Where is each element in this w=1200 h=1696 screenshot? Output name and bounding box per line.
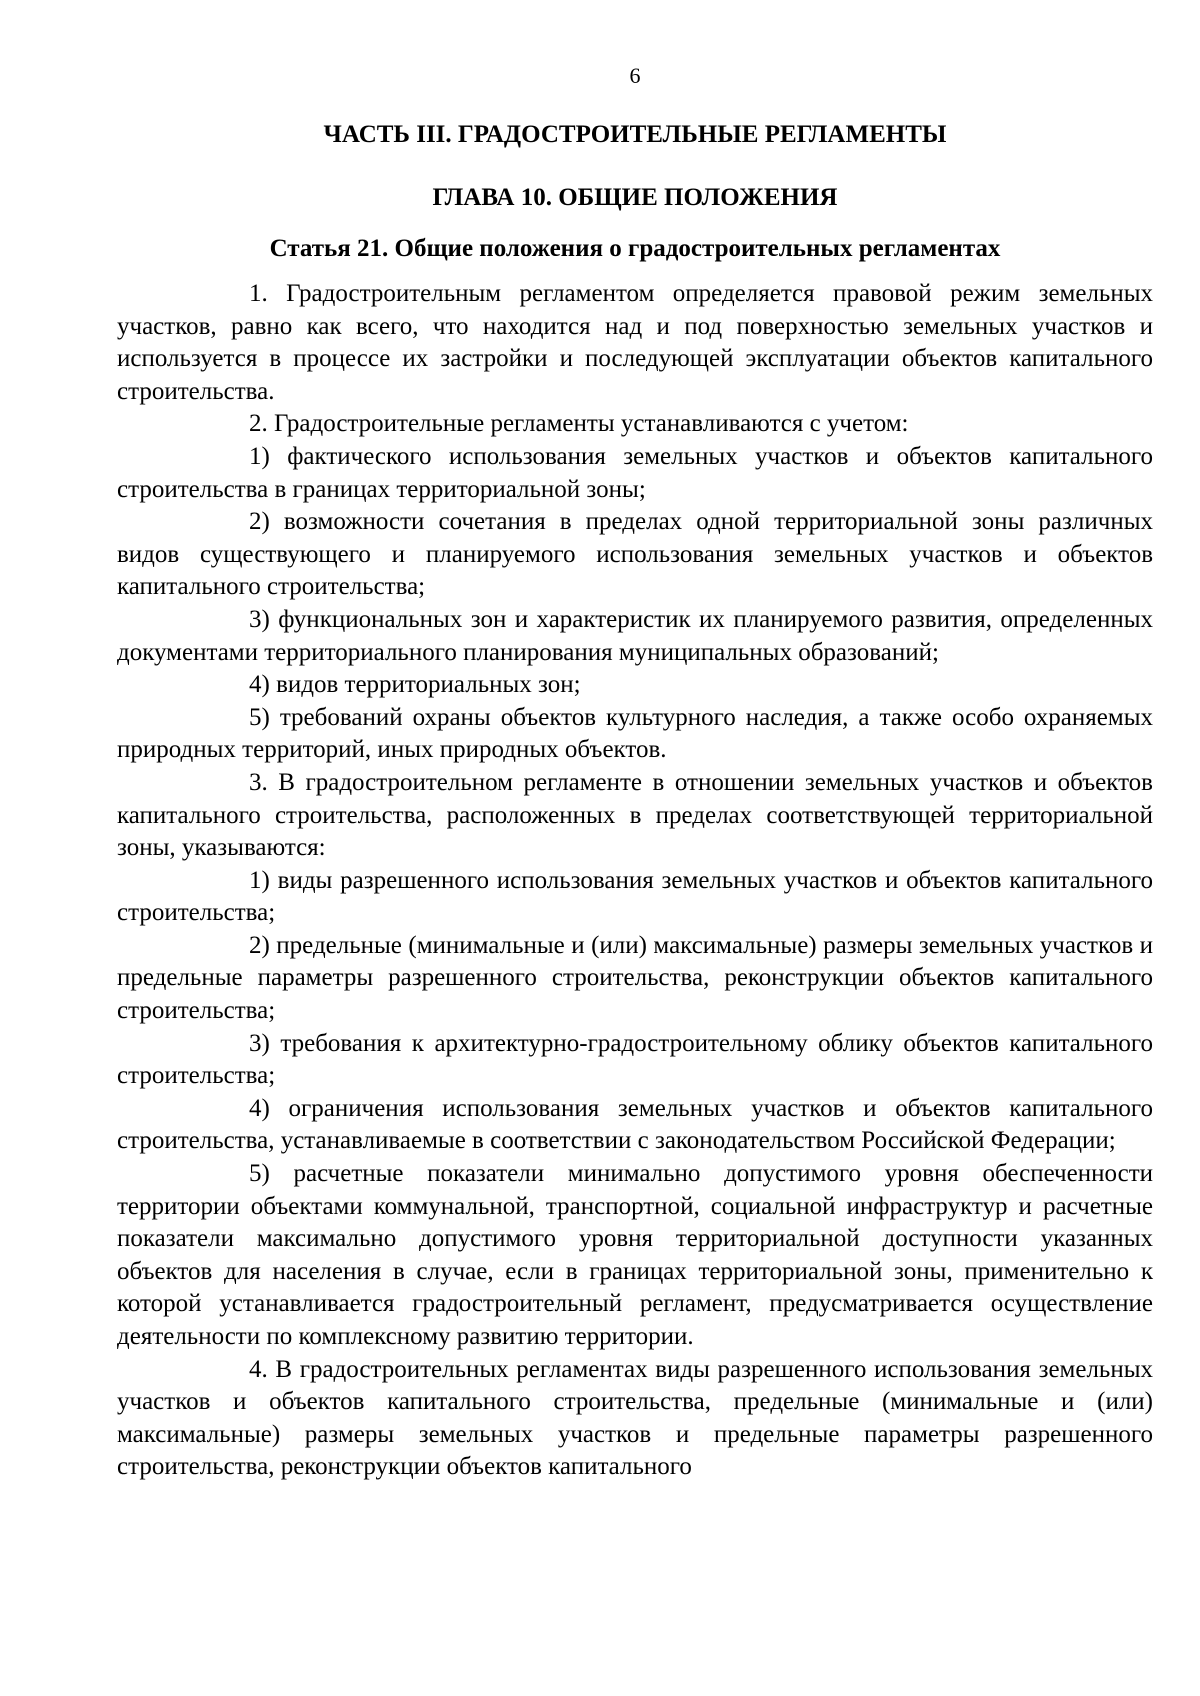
paragraph-number: 3) <box>249 605 270 633</box>
paragraph-text: В градостроительном регламенте в отношении земельных участков и объектов капитального строительства, расположенных в пределах соответствующей территориальной зоны, указываются: <box>117 768 1153 862</box>
paragraph-text: виды разрешенного использования земельных участков и объектов капитального строительства; <box>117 866 1154 927</box>
chapter-heading: ГЛАВА 10. ОБЩИЕ ПОЛОЖЕНИЯ <box>432 184 838 211</box>
paragraph-number: 1) <box>249 442 270 470</box>
paragraph <box>117 604 1153 669</box>
page-number: 6 <box>629 63 641 88</box>
paragraph-number: 5) <box>249 703 270 731</box>
paragraph <box>117 1354 1153 1484</box>
paragraph-text: В градостроительных регламентах виды разрешенного использования земельных участков и объектов капитального строительства, предельные (минимальные и (или) максимальные) размеры земельных участков и предельные параметры разрешенного строительства, реконструкции объектов капитального <box>117 1355 1154 1481</box>
paragraph <box>117 1028 1153 1093</box>
paragraph <box>117 1158 1153 1354</box>
document-page <box>117 62 1153 1484</box>
paragraph-number: 3) <box>249 1029 270 1057</box>
paragraph <box>117 930 1153 1028</box>
paragraph-number: 3. <box>249 768 268 796</box>
paragraph <box>117 1093 1153 1158</box>
article-body <box>117 278 1153 1484</box>
article-heading: Статья 21. Общие положения о градостроительных регламентах <box>269 235 1001 262</box>
paragraph-number: 2. <box>249 410 268 438</box>
paragraph-text: Градостроительные регламенты устанавливаются с учетом: <box>274 410 909 438</box>
paragraph-text: видов территориальных зон; <box>276 671 581 699</box>
part-heading: ЧАСТЬ III. ГРАДОСТРОИТЕЛЬНЫЕ РЕГЛАМЕНТЫ <box>323 121 947 148</box>
paragraph-number: 4. <box>249 1355 268 1383</box>
paragraph-text: Градостроительным регламентом определяется правовой режим земельных участков, равно как всего, что находится над и под поверхностью земельных участков и используется в процессе их застройки и последующей эксплуатации объектов капитального строительства. <box>117 280 1154 405</box>
paragraph-text: требований охраны объектов культурного наследия, а также особо охраняемых природных территорий, иных природных объектов. <box>117 703 1153 764</box>
paragraph-number: 1) <box>249 866 270 894</box>
paragraph-number: 5) <box>249 1160 270 1188</box>
paragraph <box>117 441 1153 506</box>
paragraph-text: требования к архитектурно-градостроительному облику объектов капитального строительства; <box>117 1029 1154 1090</box>
paragraph-number: 1. <box>249 280 268 307</box>
paragraph-text: возможности сочетания в пределах одной территориальной зоны различных видов существующего и планируемого использования земельных участков и объектов капитального строительства; <box>117 508 1154 601</box>
paragraph <box>117 278 1153 408</box>
paragraph <box>117 506 1153 604</box>
paragraph-text: ограничения использования земельных участков и объектов капитального строительства, устанавливаемые в соответствии с законодательством Российской Федерации; <box>117 1094 1153 1155</box>
paragraph-text: функциональных зон и характеристик их планируемого развития, определенных документами территориального планирования муниципальных образований; <box>117 605 1154 666</box>
paragraph-number: 4) <box>249 1094 270 1122</box>
paragraph-text: фактического использования земельных участков и объектов капитального строительства в границах территориальной зоны; <box>117 442 1154 503</box>
paragraph-number: 2) <box>249 931 270 959</box>
paragraph <box>117 702 1153 767</box>
paragraph <box>117 767 1153 865</box>
paragraph <box>117 669 1153 702</box>
paragraph-text: расчетные показатели минимально допустимого уровня обеспеченности территории объектами коммунальной, транспортной, социальной инфраструктур и расчетные показатели максимально допустимого уровня территориальной доступности указанных объектов для населения в случае, если в границах территориальной зоны, применительно к которой устанавливается градостроительный регламент, предусматривается осуществление деятельности по комплексному развитию территории. <box>117 1160 1153 1350</box>
paragraph <box>117 865 1153 930</box>
paragraph-number: 2) <box>249 508 270 536</box>
paragraph <box>117 408 1153 441</box>
paragraph-text: предельные (минимальные и (или) максимальные) размеры земельных участков и предельные параметры разрешенного строительства, реконструкции объектов капитального строительства; <box>117 931 1153 1025</box>
paragraph-number: 4) <box>249 671 270 699</box>
